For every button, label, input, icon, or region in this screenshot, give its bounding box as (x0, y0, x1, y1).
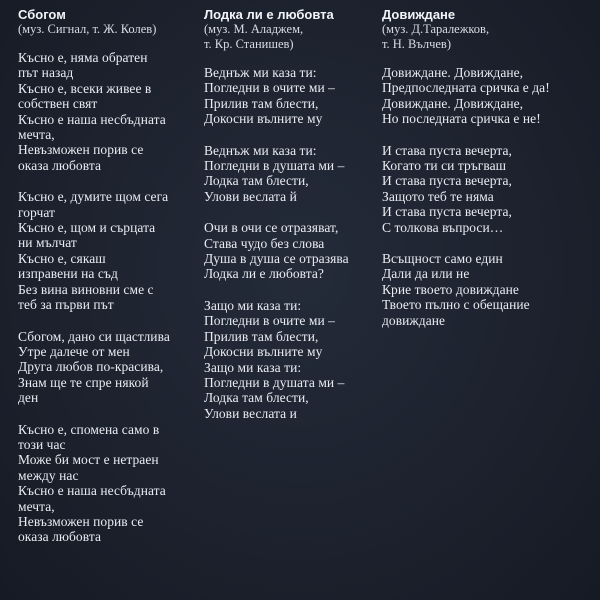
lyric-line: И става пуста вечерта, (382, 142, 512, 158)
stanza (18, 329, 198, 406)
credit-line: (муз. Сигнал, т. Ж. Колев) (18, 22, 157, 36)
lyric-line: Без вина виновни сме с (18, 281, 154, 297)
lyric-line: Защо ми каза ти: (204, 297, 302, 313)
lyric-line: оказа любовта (18, 157, 101, 173)
stanza (204, 220, 382, 282)
lyric-line: Знам ще те спре някой (18, 374, 149, 390)
lyric-line: Лодка там блести, (204, 390, 309, 406)
lyric-line: Късно е, няма обратен (18, 50, 148, 65)
song-credits (18, 22, 198, 37)
lyric-line: И става пуста вечерта, (382, 204, 512, 220)
song-credits (382, 22, 592, 52)
lyric-line: Очи в очи се отразяват, (204, 220, 339, 236)
lyric-line: Късно е, спомена само в (18, 421, 160, 437)
lyric-line: Улови веслата и (204, 405, 297, 421)
lyric-line: Погледни в душата ми – (204, 158, 345, 174)
lyric-line: изправени на съд (18, 266, 118, 282)
lyric-line: оказа любовта (18, 529, 101, 545)
lyric-line: Твоето пълно с обещание (382, 297, 530, 313)
lyric-line: С толкова въпроси… (382, 219, 504, 235)
song-title: Довиждане (382, 7, 456, 22)
lyric-line: собствен свят (18, 96, 98, 112)
stanza (382, 143, 592, 235)
credit-line: т. Кр. Станишев) (204, 37, 294, 51)
lyric-line: Прилив там блести, (204, 328, 319, 344)
stanza (204, 298, 382, 421)
song-column-sbogom (18, 7, 198, 561)
lyric-line: Докосни вълните му (204, 111, 323, 127)
lyric-line: теб за първи път (18, 297, 114, 313)
credit-line: т. Н. Вълчев) (382, 37, 451, 51)
lyric-line: Погледни в очите ми – (204, 80, 335, 96)
lyric-line: път назад (18, 65, 74, 81)
lyric-line: мечта, (18, 498, 55, 514)
lyric-line: Късно е, думите щом сега (18, 189, 169, 205)
lyric-line: Сбогом, дано си щастлива (18, 328, 170, 344)
lyric-line: Докосни вълните му (204, 344, 323, 360)
stanza (382, 65, 592, 127)
stanza (382, 251, 592, 328)
song-credits (204, 22, 382, 52)
stanza (18, 422, 198, 545)
lyric-line: Всъщност само един (382, 251, 503, 267)
lyric-line: между нас (18, 467, 79, 483)
lyric-line: Късно е наша несбъдната (18, 111, 166, 127)
lyric-line: Късно е, сякаш (18, 250, 106, 266)
lyric-line: Невъзможен порив се (18, 142, 144, 158)
lyric-line: ни мълчат (18, 235, 77, 251)
song-title: Лодка ли е любовта (204, 7, 334, 22)
lyric-line: И става пуста вечерта, (382, 173, 512, 189)
lyric-line: Довиждане. Довиждане, (382, 65, 524, 80)
lyric-line: Душа в душа се отразява (204, 251, 349, 267)
lyric-line: Погледни в очите ми – (204, 313, 335, 329)
lyric-line: Улови веслата й (204, 188, 297, 204)
lyric-line: Може би мост е нетраен (18, 452, 159, 468)
lyric-line: мечта, (18, 127, 55, 143)
song-title: Сбогом (18, 7, 66, 22)
lyric-line: Когато ти си тръгваш (382, 158, 507, 174)
lyric-line: Лодка там блести, (204, 173, 309, 189)
lyric-line: довиждане (382, 312, 446, 328)
stanza (204, 65, 382, 127)
lyric-line: този час (18, 436, 66, 452)
song-column-lodka (204, 7, 382, 437)
lyric-line: Веднъж ми каза ти: (204, 65, 317, 80)
credit-line: (муз. М. Аладжем, (204, 22, 304, 36)
lyric-line: Защо ми каза ти: (204, 359, 302, 375)
lyric-line: Късно е, всеки живее в (18, 80, 152, 96)
lyric-line: Друга любов по-красива, (18, 359, 164, 375)
lyric-line: Късно е, щом и сърцата (18, 220, 156, 236)
lyric-line: Защото теб те няма (382, 188, 494, 204)
lyric-line: Погледни в душата ми – (204, 374, 345, 390)
lyric-line: Крие твоето довиждане (382, 281, 519, 297)
lyric-line: ден (18, 390, 39, 406)
stanza (204, 143, 382, 205)
lyric-line: Късно е наша несбъдната (18, 483, 166, 499)
lyric-line: Предпоследната сричка е да! (382, 80, 550, 96)
lyric-line: Невъзможен порив се (18, 513, 144, 529)
lyric-line: горчат (18, 204, 55, 220)
stanza (18, 189, 198, 312)
lyric-line: Лодка ли е любовта? (204, 266, 324, 282)
lyric-line: Веднъж ми каза ти: (204, 142, 317, 158)
lyric-line: Прилив там блести, (204, 95, 319, 111)
lyric-line: Става чудо без слова (204, 235, 325, 251)
lyric-line: Но последната сричка е не! (382, 111, 541, 127)
lyric-line: Довиждане. Довиждане, (382, 95, 524, 111)
lyric-line: Утре далече от мен (18, 343, 130, 359)
lyric-line: Дали да или не (382, 266, 470, 282)
stanza (18, 50, 198, 173)
song-column-dovizhdane (382, 7, 592, 344)
credit-line: (муз. Д.Таралежков, (382, 22, 490, 36)
